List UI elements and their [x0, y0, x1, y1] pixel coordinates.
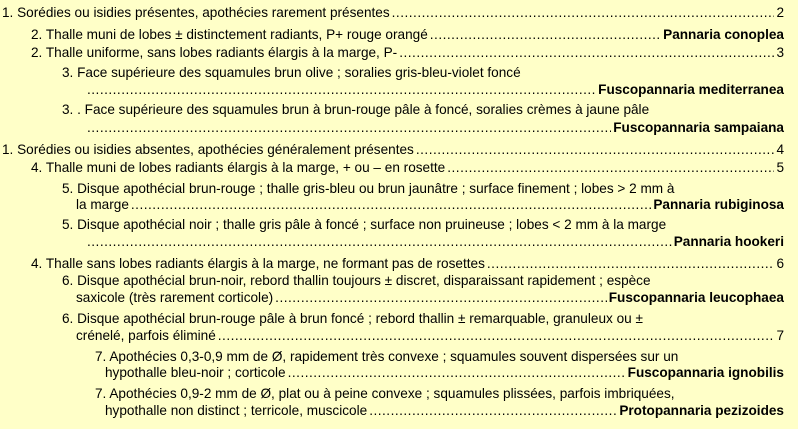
key-text-line — [0, 64, 798, 81]
key-statement: 3. Face supérieure des squamules brun olive ; soralies gris-bleu-violet foncé — [62, 65, 521, 80]
key-couplet — [0, 402, 798, 419]
key-couplet — [0, 119, 798, 136]
species-name: Fuscopannaria ignobilis — [627, 365, 784, 380]
dot-leader — [392, 4, 775, 21]
key-statement: 1. Sorédies ou isidies absentes, apothécies généralement présentes — [2, 142, 414, 157]
key-couplet — [0, 159, 798, 176]
key-statement: 4. Thalle muni de lobes radiants élargis à la marge, + ou – en rosette — [31, 160, 446, 175]
dot-leader — [131, 196, 651, 213]
couplet-reference: 5 — [776, 160, 784, 175]
key-couplet — [0, 81, 798, 98]
key-statement: 5. Disque apothécial brun-rouge ; thalle gris-bleu ou brun jaunâtre ; surface finement ; lobes > 2 mm à — [62, 181, 675, 196]
dot-leader — [218, 327, 775, 344]
key-couplet — [0, 233, 798, 250]
key-statement: 4. Thalle sans lobes radiants élargis à la marge, ne formant pas de rosettes — [31, 256, 485, 271]
key-couplet — [0, 44, 798, 61]
key-statement: 1. Sorédies ou isidies présentes, apothécies rarement présentes — [2, 5, 390, 20]
dot-leader — [487, 255, 775, 272]
key-text-line — [0, 385, 798, 402]
key-statement: 7. Apothécies 0,3-0,9 mm de Ø, rapidement très convexe ; squamules souvent dispersées sur un — [95, 349, 679, 364]
dot-leader — [430, 26, 661, 43]
key-statement: 7. Apothécies 0,9-2 mm de Ø, plat ou à peine convexe ; squamules plissées, parfois imbriquées, — [95, 386, 675, 401]
key-statement: 2. Thalle muni de lobes ± distinctement radiants, P+ rouge orangé — [31, 27, 428, 42]
key-statement: la marge — [76, 197, 129, 212]
couplet-reference: 4 — [776, 142, 784, 157]
species-name: Fuscopannaria sampaiana — [613, 120, 784, 135]
couplet-reference: 7 — [776, 328, 784, 343]
key-statement: 2. Thalle uniforme, sans lobes radiants élargis à la marge, P- — [31, 45, 398, 60]
dot-leader — [447, 159, 774, 176]
key-text-line — [0, 101, 798, 118]
key-text-line — [0, 180, 798, 197]
species-name: Pannaria rubiginosa — [653, 197, 784, 212]
couplet-reference: 2 — [776, 5, 784, 20]
key-couplet — [0, 255, 798, 272]
key-couplet — [0, 26, 798, 43]
dot-leader — [399, 44, 774, 61]
species-name: Fuscopannaria mediterranea — [598, 82, 784, 97]
species-name: Pannaria conoplea — [663, 27, 784, 42]
dot-leader — [416, 141, 775, 158]
key-text-line — [0, 310, 798, 327]
key-text-line — [0, 216, 798, 233]
key-statement: hypothalle bleu-noir ; corticole — [105, 365, 286, 380]
key-statement: 5. Disque apothécial noir ; thalle gris pâle à foncé ; surface non pruineuse ; lobes < 2 mm à la marge — [62, 217, 667, 232]
couplet-reference: 6 — [776, 256, 784, 271]
key-statement: 6. Disque apothécial brun-rouge pâle à brun foncé ; rebord thallin ± remarquable, granuleux ou ± — [62, 311, 643, 326]
species-name: Pannaria hookeri — [673, 234, 784, 249]
key-statement: hypothalle non distinct ; terricole, muscicole — [105, 403, 368, 418]
key-couplet — [0, 196, 798, 213]
key-couplet — [0, 289, 798, 306]
key-text-line — [0, 272, 798, 289]
key-statement: saxicole (très rarement corticole) — [76, 290, 274, 305]
dot-leader — [87, 81, 596, 98]
key-couplet — [0, 364, 798, 381]
dot-leader — [275, 289, 607, 306]
key-text-line — [0, 348, 798, 365]
key-couplet — [0, 327, 798, 344]
couplet-reference: 3 — [776, 45, 784, 60]
dot-leader — [87, 233, 672, 250]
key-statement: 3. . Face supérieure des squamules brun à brun-rouge pâle à foncé, soralies crèmes à jaune pâle — [62, 102, 650, 117]
species-name: Protopannaria pezizoides — [619, 403, 784, 418]
dot-leader — [87, 119, 611, 136]
key-statement: crénelé, parfois éliminé — [76, 328, 216, 343]
species-name: Fuscopannaria leucophaea — [608, 290, 784, 305]
dot-leader — [369, 402, 617, 419]
dot-leader — [288, 364, 626, 381]
key-statement: 6. Disque apothécial brun-noir, rebord thallin toujours ± discret, disparaissant rapidement ; espèce — [62, 273, 651, 288]
key-couplet — [0, 141, 798, 158]
key-couplet — [0, 4, 798, 21]
